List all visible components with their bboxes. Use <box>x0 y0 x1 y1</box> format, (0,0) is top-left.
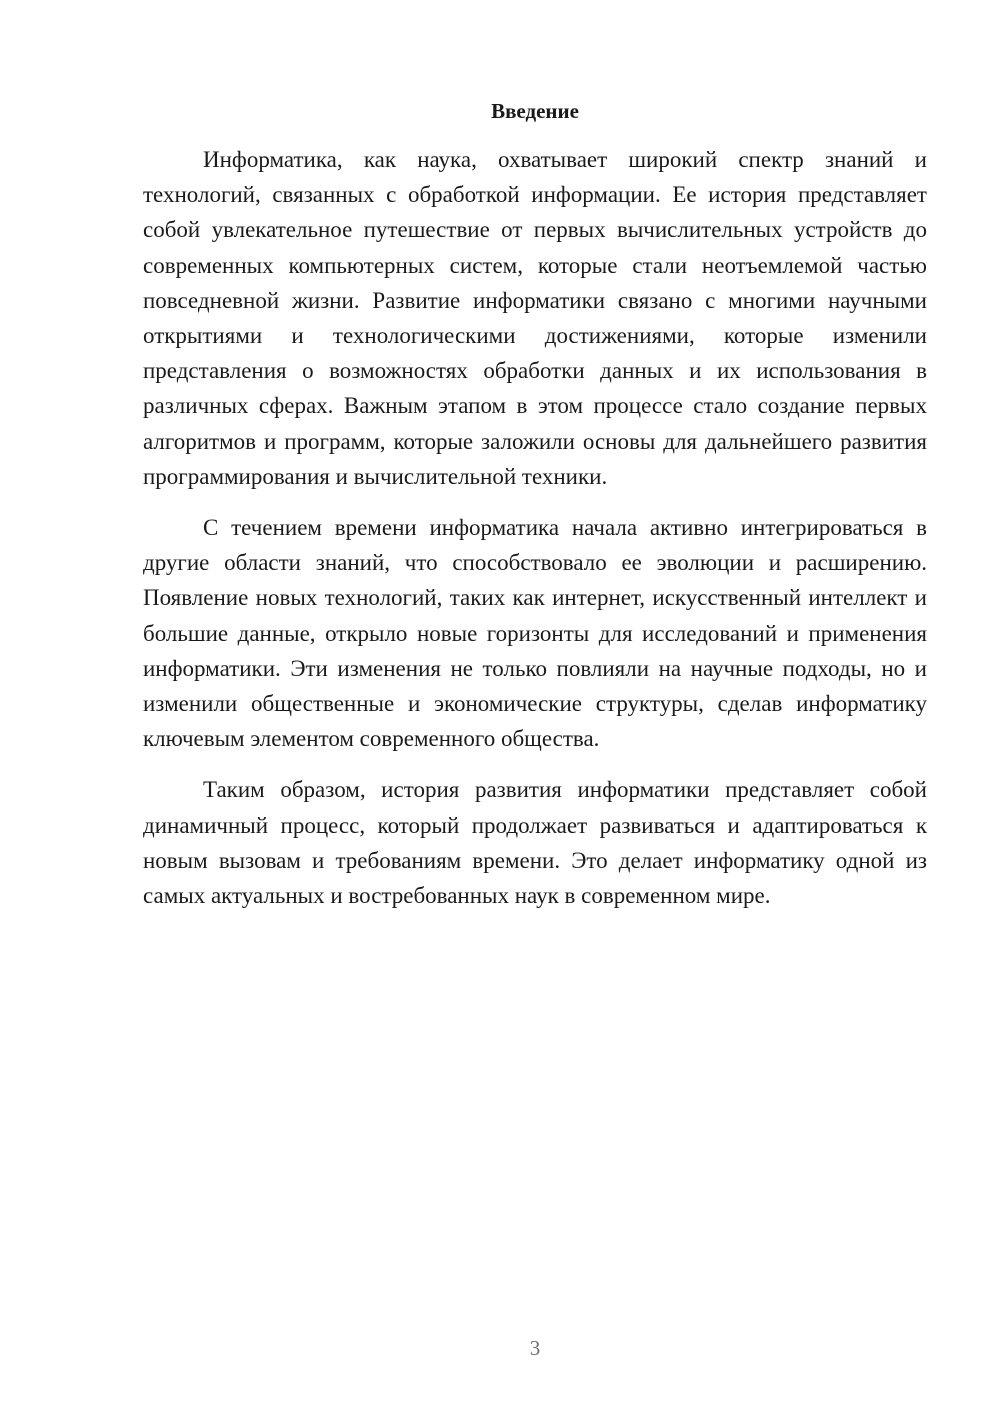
section-heading: Введение <box>491 99 579 123</box>
page-number: 3 <box>529 1336 541 1360</box>
paragraph-1: Информатика, как наука, охватывает широкий спектр знаний и технологий, связанных с обработкой информации. Ее история представляет собой увлекательное путешествие от первых вычислительных устройств до современных компьютерных систем, которые стали неотъемлемой частью повседневной жизни. Развитие информатики связано с многими научными открытиями и технологическими достижениями, которые изменили представления о возможностях обработки данных и их использования в различных сферах. Важным этапом в этом процессе стало создание первых алгоритмов и программ, которые заложили основы для дальнейшего развития программирования и вычислительной техники. <box>143 147 927 489</box>
paragraph-3: Таким образом, история развития информатики представляет собой динамичный процесс, который продолжает развиваться и адаптироваться к новым вызовам и требованиям времени. Это делает информатику одной из самых актуальных и востребованных наук в современном мире. <box>143 777 927 909</box>
document-body <box>143 142 927 929</box>
paragraph-2: С течением времени информатика начала активно интегрироваться в другие области знаний, что способствовало ее эволюции и расширению. Появление новых технологий, таких как интернет, искусственный интеллект и большие данные, открыло новые горизонты для исследований и применения информатики. Эти изменения не только повлияли на научные подходы, но и изменили общественные и экономические структуры, сделав информатику ключевым элементом современного общества. <box>143 515 927 752</box>
